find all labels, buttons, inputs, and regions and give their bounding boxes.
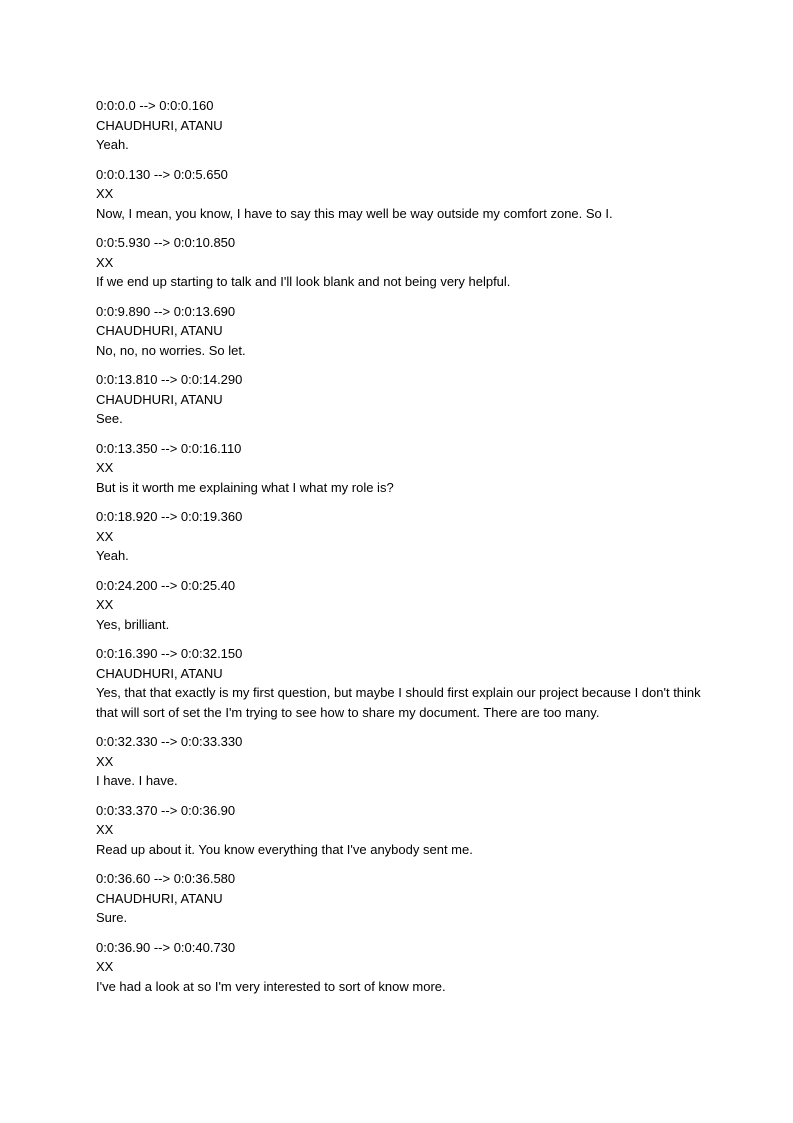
entry-text: Read up about it. You know everything that I've anybody sent me.	[96, 841, 473, 857]
entry-timestamp: 0:0:9.890 --> 0:0:13.690	[96, 303, 236, 319]
transcript-entry	[96, 576, 706, 635]
entry-text: Now, I mean, you know, I have to say this may well be way outside my comfort zone. So I.	[96, 205, 613, 221]
entry-speaker: XX	[96, 254, 114, 270]
entry-speaker: XX	[96, 822, 114, 837]
entry-speaker: CHAUDHURI, ATANU	[96, 665, 223, 681]
entry-timestamp: 0:0:24.200 --> 0:0:25.40	[96, 577, 236, 593]
entry-speaker: CHAUDHURI, ATANU	[96, 117, 223, 133]
transcript-entry	[96, 96, 706, 155]
transcript-entry	[96, 507, 706, 566]
entry-text: Yes, that that exactly is my first question, but maybe I should first explain our project because I don't think that will sort of set the I'm trying to see how to share my document. There are too many.	[96, 685, 701, 720]
entry-timestamp: 0:0:36.60 --> 0:0:36.580	[96, 871, 236, 886]
entry-timestamp: 0:0:36.90 --> 0:0:40.730	[96, 939, 236, 955]
entry-timestamp: 0:0:16.390 --> 0:0:32.150	[96, 646, 243, 661]
entry-timestamp: 0:0:32.330 --> 0:0:33.330	[96, 734, 243, 749]
transcript-entry	[96, 233, 706, 292]
transcript-entry	[96, 801, 706, 860]
entry-speaker: XX	[96, 959, 114, 974]
transcript-entry	[96, 869, 706, 928]
entry-text: I have. I have.	[96, 773, 178, 788]
entry-speaker: XX	[96, 597, 114, 612]
entry-text: No, no, no worries. So let.	[96, 342, 246, 358]
entry-text: See.	[96, 411, 123, 426]
transcript-entry	[96, 938, 706, 997]
transcript-entry	[96, 370, 706, 429]
entry-timestamp: 0:0:13.810 --> 0:0:14.290	[96, 372, 243, 387]
entry-timestamp: 0:0:18.920 --> 0:0:19.360	[96, 509, 243, 524]
entry-speaker: XX	[96, 460, 114, 475]
entry-text: Sure.	[96, 910, 128, 925]
entry-speaker: XX	[96, 528, 114, 544]
transcript-entry	[96, 165, 706, 224]
transcript-entry	[96, 644, 706, 722]
entry-timestamp: 0:0:0.0 --> 0:0:0.160	[96, 98, 214, 113]
entry-timestamp: 0:0:0.130 --> 0:0:5.650	[96, 166, 228, 182]
entry-speaker: XX	[96, 753, 114, 769]
entry-timestamp: 0:0:13.350 --> 0:0:16.110	[96, 440, 242, 456]
entry-text: Yeah.	[96, 137, 129, 152]
entry-timestamp: 0:0:5.930 --> 0:0:10.850	[96, 235, 236, 250]
entry-speaker: CHAUDHURI, ATANU	[96, 391, 223, 407]
entry-speaker: XX	[96, 186, 114, 201]
transcript	[96, 96, 706, 1006]
transcript-entry	[96, 732, 706, 791]
entry-speaker: CHAUDHURI, ATANU	[96, 890, 223, 906]
entry-speaker: CHAUDHURI, ATANU	[96, 323, 223, 338]
entry-text: I've had a look at so I'm very interested to sort of know more.	[96, 978, 446, 994]
entry-text: Yeah.	[96, 548, 129, 563]
entry-text: If we end up starting to talk and I'll look blank and not being very helpful.	[96, 274, 511, 289]
transcript-entry	[96, 439, 706, 498]
entry-text: Yes, brilliant.	[96, 616, 170, 632]
entry-text: But is it worth me explaining what I what my role is?	[96, 479, 394, 495]
transcript-entry	[96, 302, 706, 361]
entry-timestamp: 0:0:33.370 --> 0:0:36.90	[96, 802, 236, 818]
